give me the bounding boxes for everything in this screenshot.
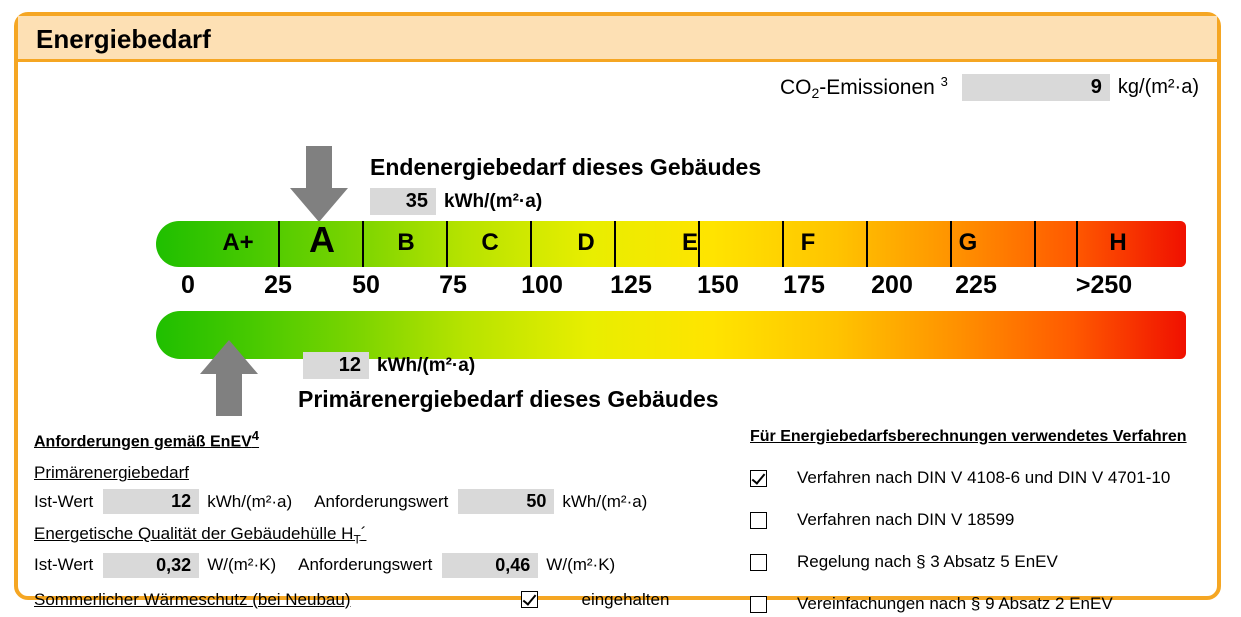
scale-tick-250: >250 — [1075, 271, 1133, 299]
scale-tick-100: 100 — [521, 271, 563, 299]
energy-scale — [156, 221, 1186, 359]
scale-tick-25: 25 — [264, 271, 292, 299]
enev-requirements-block — [34, 428, 724, 610]
primaerenergie-value: 12 — [303, 352, 369, 379]
page-title: Energiebedarf — [36, 24, 211, 54]
endenergie-title: Endenergiebedarf dieses Gebäudes — [370, 154, 762, 180]
endenergie-arrow-down-icon — [286, 146, 352, 224]
verfahren-checkbox-din-18599[interactable] — [750, 512, 767, 529]
verfahren-heading: Für Energiebedarfsberechnungen verwendetes Verfahren — [750, 428, 1187, 445]
scale-tick-50: 50 — [352, 271, 380, 299]
verfahren-option-regelung-3-5[interactable] — [750, 552, 1210, 572]
sommer-checkbox-label: eingehalten — [581, 589, 670, 609]
enev-primaerenergie-row — [34, 489, 724, 514]
sommer-checkbox[interactable] — [521, 591, 538, 608]
enev-gebaeudehuelle-row — [34, 553, 724, 578]
scale-tick-225: 225 — [955, 271, 997, 299]
enev-heading-footnote: 4 — [251, 428, 260, 443]
enev-heading — [34, 428, 724, 451]
verfahren-option-din-4108[interactable] — [750, 468, 1210, 488]
enev-ist2-value: 0,32 — [103, 553, 199, 578]
enev-ist2-unit: W/(m²·K) — [207, 555, 277, 575]
scale-class-f: F — [800, 229, 816, 256]
co2-unit: kg/(m²·a) — [1117, 76, 1199, 98]
enev-anforderung2-unit: W/(m²·K) — [546, 555, 616, 575]
enev-subheading-gebaeudehuelle-subscript: T — [353, 532, 361, 547]
scale-tick-0: 0 — [181, 271, 195, 299]
enev-anforderung-label: Anforderungswert — [314, 491, 449, 511]
scale-class-b: B — [397, 229, 415, 256]
co2-label-text: CO — [779, 76, 812, 99]
verfahren-checkbox-vereinfachungen-9-2[interactable] — [750, 596, 767, 613]
co2-emissions-row — [780, 74, 1199, 101]
enev-ist-label: Ist-Wert — [34, 491, 94, 511]
enev-sommer-label: Sommerlicher Wärmeschutz (bei Neubau) — [34, 589, 351, 609]
primaerenergie-arrow-up-icon — [196, 338, 262, 416]
verfahren-label-din-18599: Verfahren nach DIN V 18599 — [797, 510, 1015, 529]
verfahren-label-din-4108: Verfahren nach DIN V 4108-6 und DIN V 4701-10 — [797, 468, 1171, 487]
enev-heading-text: Anforderungen gemäß EnEV — [34, 433, 252, 451]
primaerenergie-value-row — [303, 352, 475, 379]
card-header — [18, 16, 1217, 62]
scale-class-a: A — [309, 219, 335, 260]
verfahren-option-vereinfachungen-9-2[interactable] — [750, 594, 1210, 614]
primaerenergie-title: Primärenergiebedarf dieses Gebäudes — [298, 386, 719, 412]
co2-value: 9 — [962, 74, 1110, 101]
co2-label-rest: -Emissionen — [819, 76, 935, 99]
enev-subheading-gebaeudehuelle-text: Energetische Qualität der Gebäudehülle H — [34, 524, 354, 544]
enev-sommerlicher-waermeschutz-row — [34, 590, 724, 610]
enev-ist2-label: Ist-Wert — [34, 555, 94, 575]
scale-class-h: H — [1109, 229, 1127, 256]
scale-class-a-plus: A+ — [222, 229, 254, 256]
enev-anforderung-unit: kWh/(m²·a) — [562, 491, 648, 511]
scale-tick-125: 125 — [610, 271, 652, 299]
scale-class-c: C — [481, 229, 499, 256]
verfahren-label-regelung-3-5: Regelung nach § 3 Absatz 5 EnEV — [797, 552, 1058, 571]
scale-class-g: G — [958, 229, 978, 256]
verfahren-option-din-18599[interactable] — [750, 510, 1210, 530]
enev-ist-unit: kWh/(m²·a) — [207, 491, 293, 511]
enev-anforderung2-value: 0,46 — [442, 553, 538, 578]
primaerenergie-unit: kWh/(m²·a) — [377, 354, 476, 376]
enev-anforderung2-label: Anforderungswert — [298, 555, 433, 575]
co2-footnote: 3 — [940, 74, 948, 89]
verfahren-label-vereinfachungen-9-2: Vereinfachungen nach § 9 Absatz 2 EnEV — [797, 594, 1113, 613]
verfahren-checkbox-regelung-3-5[interactable] — [750, 554, 767, 571]
scale-tick-150: 150 — [697, 271, 739, 299]
energiebedarf-card — [14, 12, 1221, 613]
scale-tick-75: 75 — [439, 271, 467, 299]
enev-anforderung-value: 50 — [458, 489, 554, 514]
endenergie-unit: kWh/(m²·a) — [444, 190, 543, 212]
enev-subheading-primaerenergiebedarf: Primärenergiebedarf — [34, 463, 189, 483]
scale-tick-200: 200 — [871, 271, 913, 299]
scale-class-e: E — [681, 229, 699, 256]
verfahren-checkbox-din-4108[interactable] — [750, 470, 767, 487]
verfahren-block — [750, 428, 1210, 614]
enev-subheading-gebaeudehuelle — [34, 524, 724, 546]
enev-ist-value: 12 — [103, 489, 199, 514]
energy-scale-ticks — [156, 271, 1186, 309]
endenergie-value: 35 — [370, 188, 436, 215]
endenergie-value-row — [370, 188, 542, 215]
co2-label — [780, 74, 948, 101]
energy-scale-classes — [156, 221, 1186, 267]
scale-class-d: D — [577, 229, 595, 256]
enev-subheading-gebaeudehuelle-prime: ´ — [360, 524, 367, 544]
co2-label-subscript: 2 — [811, 85, 820, 101]
scale-tick-175: 175 — [783, 271, 825, 299]
